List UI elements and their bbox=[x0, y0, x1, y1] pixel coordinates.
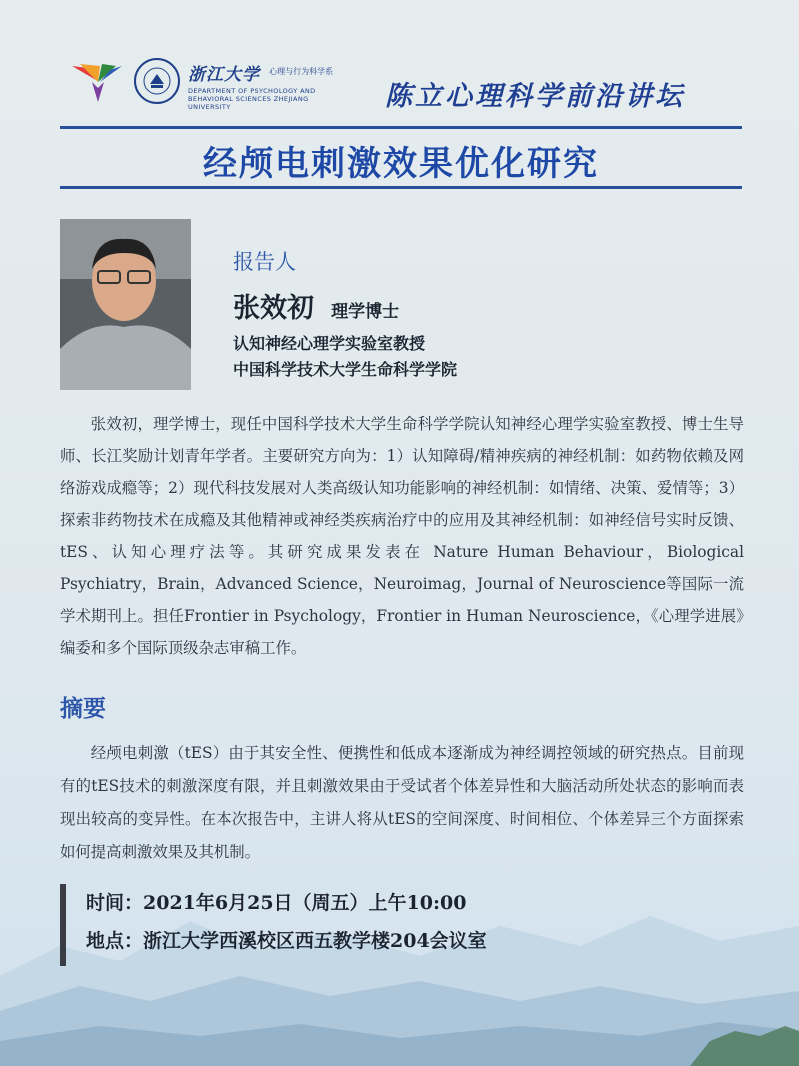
speaker-affiliation-2: 中国科学技术大学生命科学学院 bbox=[233, 360, 458, 379]
university-name: 浙江大学 bbox=[188, 65, 260, 85]
abstract-heading: 摘要 bbox=[60, 696, 106, 722]
speaker-photo bbox=[60, 219, 191, 390]
speaker-portrait-image bbox=[60, 219, 191, 390]
speaker-bio: 张效初，理学博士，现任中国科学技术大学生命科学学院认知神经心理学实验室教授、博士生导师、长江奖励计划青年学者。主要研究方向为：1）认知障碍/精神疾病的神经机制：如药物依赖及网络游戏成瘾等；2）现代科技发展对人类高级认知功能影响的神经机制：如情绪、决策、爱情等；3）探索非药物技术在成瘾及其他精神或神经类疾病治疗中的应用及其神经机制：如神经信号实时反馈、tES、认知心理疗法等。其研究成果发表在 Nature Human Behaviour，Biological Psychiatry，Brain，Advanced Science，Neuroimag，Journal of Neuroscience等国际一流学术期刊上。担任Frontier in Psychology，Frontier in Human Neuroscience，《心理学进展》编委和多个国际顶级杂志审稿工作。 bbox=[60, 415, 744, 657]
page-title: 经颅电刺激效果优化研究 bbox=[203, 144, 599, 184]
department-name-en: DEPARTMENT OF PSYCHOLOGY AND BEHAVIORAL SCIENCES ZHEJIANG UNIVERSITY bbox=[188, 87, 316, 111]
speaker-affiliation-1: 认知神经心理学实验室教授 bbox=[233, 334, 426, 353]
event-info bbox=[60, 884, 487, 966]
series-title: 陈立心理科学前沿讲坛 bbox=[385, 81, 685, 112]
zju-wing-logo-icon bbox=[70, 60, 124, 104]
top-rule bbox=[60, 126, 742, 129]
department-name-cn: 心理与行为科学系 bbox=[269, 67, 334, 76]
zju-seal-logo-icon bbox=[134, 58, 180, 104]
bottom-rule bbox=[60, 186, 742, 189]
event-location: 地点：浙江大学西溪校区西五教学楼204会议室 bbox=[86, 930, 487, 952]
speaker-label: 报告人 bbox=[233, 250, 296, 274]
university-block bbox=[188, 60, 408, 111]
seal-emblem-icon bbox=[142, 66, 172, 96]
speaker-info bbox=[233, 246, 733, 383]
abstract-text: 经颅电刺激（tES）由于其安全性、便携性和低成本逐渐成为神经调控领域的研究热点。目前现有的tES技术的刺激深度有限，并且刺激效果由于受试者个体差异性和大脑活动所处状态的影响而表现出较高的变异性。在本次报告中，主讲人将从tES的空间深度、时间相位、个体差异三个方面探索如何提高刺激效果及其机制。 bbox=[60, 744, 744, 861]
speaker-name: 张效初 bbox=[233, 293, 314, 324]
speaker-degree: 理学博士 bbox=[331, 302, 400, 322]
event-time: 时间：2021年6月25日（周五）上午10:00 bbox=[86, 892, 467, 914]
